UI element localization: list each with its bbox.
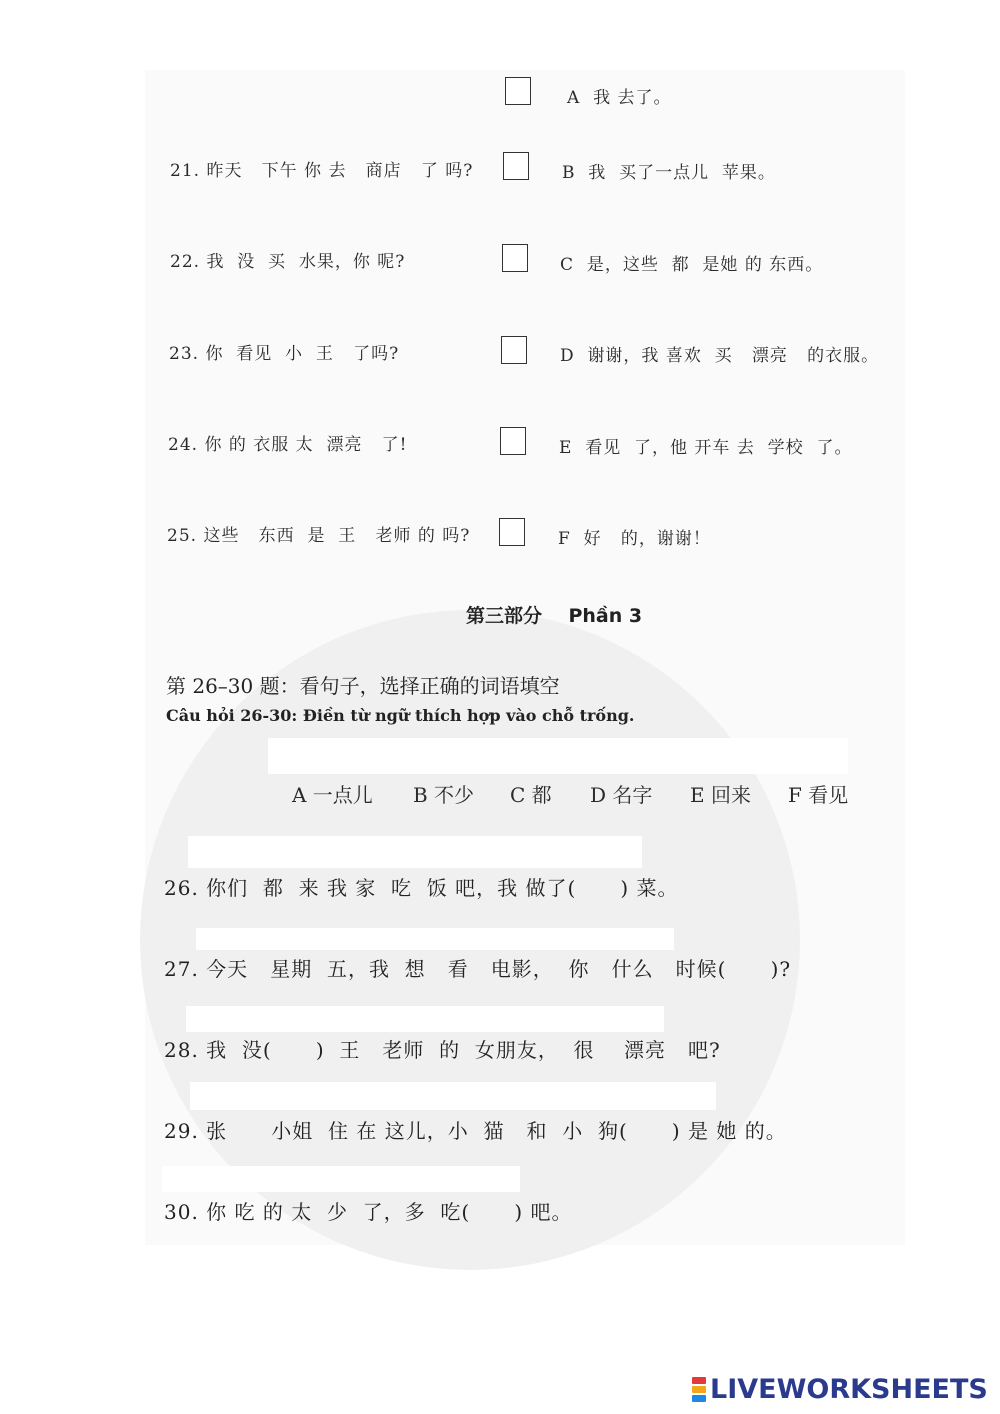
logo-bar-blue — [692, 1395, 706, 1402]
word-option-a: A 一点儿 — [292, 783, 373, 807]
liveworksheets-logo — [692, 1374, 988, 1404]
answer-box-22[interactable] — [502, 244, 528, 272]
answer-box-25[interactable] — [499, 518, 525, 546]
logo-bar-yellow — [692, 1386, 706, 1393]
answer-option-f: F 好 的，谢谢！ — [558, 529, 711, 549]
answer-patch-30 — [162, 1166, 520, 1192]
word-option-f: F 看见 — [788, 783, 849, 807]
answer-option-c: C 是，这些 都 是她 的 东西。 — [560, 255, 824, 275]
instruction-chinese: 第 26–30 题：看句子，选择正确的词语填空 — [166, 674, 560, 698]
answer-option-a: A 我 去了。 — [567, 88, 672, 108]
question-21: 21. 昨天 下午 你 去 商店 了 吗? — [170, 161, 474, 181]
word-option-e: E 回来 — [690, 783, 751, 807]
answer-patch-28 — [186, 1006, 664, 1032]
question-23: 23. 你 看见 小 王 了吗? — [169, 344, 400, 364]
answer-option-e: E 看见 了，他 开车 去 学校 了。 — [559, 438, 853, 458]
question-27: 27. 今天 星期 五，我 想 看 电影， 你 什么 时候( )? — [164, 957, 792, 981]
question-30: 30. 你 吃 的 太 少 了，多 吃( ) 吧。 — [164, 1200, 573, 1224]
answer-box-21[interactable] — [503, 152, 529, 180]
answer-patch-26 — [188, 836, 642, 868]
answer-option-d: D 谢谢，我 喜欢 买 漂亮 的衣服。 — [560, 346, 880, 366]
answer-box-a[interactable] — [505, 77, 531, 105]
word-option-c: C 都 — [510, 783, 552, 807]
question-24: 24. 你 的 衣服 太 漂亮 了! — [168, 435, 408, 455]
word-option-b: B 不少 — [413, 783, 475, 807]
logo-text: LIVEWORKSHEETS — [710, 1373, 988, 1405]
answer-patch-27 — [196, 928, 674, 950]
question-28: 28. 我 没( ) 王 老师 的 女朋友， 很 漂亮 吧? — [164, 1038, 721, 1062]
logo-mark-icon — [692, 1377, 706, 1402]
question-26: 26. 你们 都 来 我 家 吃 饭 吧，我 做了( ) 菜。 — [164, 876, 679, 900]
question-25: 25. 这些 东西 是 王 老师 的 吗? — [167, 526, 471, 546]
answer-box-24[interactable] — [500, 427, 526, 455]
word-option-d: D 名字 — [590, 783, 653, 807]
answer-box-23[interactable] — [501, 336, 527, 364]
question-29: 29. 张 小姐 住 在 这儿，小 猫 和 小 狗( ) 是 她 的。 — [164, 1119, 787, 1143]
section-title: 第三部分 Phần 3 — [466, 605, 643, 627]
answer-patch-options — [268, 738, 848, 774]
question-22: 22. 我 没 买 水果，你 呢? — [170, 252, 406, 272]
instruction-vietnamese: Câu hỏi 26-30: Điền từ ngữ thích hợp vào chỗ trống. — [166, 706, 635, 725]
answer-option-b: B 我 买了一点儿 苹果。 — [562, 163, 776, 183]
logo-bar-red — [692, 1377, 706, 1384]
answer-patch-29 — [190, 1082, 716, 1110]
